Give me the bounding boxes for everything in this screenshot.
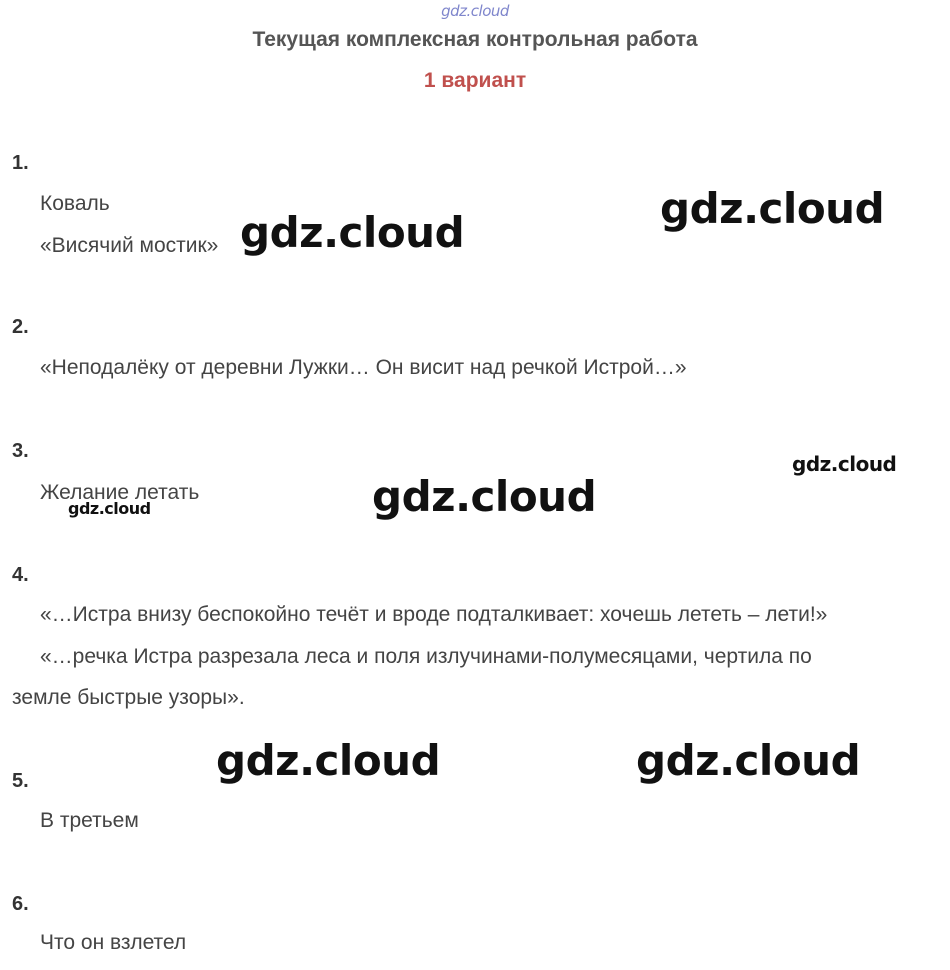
- answer-number: 2.: [12, 316, 29, 338]
- answer-text: Что он взлетел: [40, 931, 187, 954]
- answer-number: 6.: [12, 893, 29, 915]
- answer-number: 3.: [12, 440, 29, 462]
- watermark: gdz.cloud: [240, 208, 465, 257]
- answer-text: «Неподалёку от деревни Лужки… Он висит над речкой Истрой…»: [40, 356, 687, 379]
- answer-text: «Висячий мостик»: [40, 234, 219, 257]
- answer-text: «…речка Истра разрезала леса и поля излучинами-полумесяцами, чертила по: [40, 645, 812, 668]
- answer-text: В третьем: [40, 809, 139, 832]
- page-title: Текущая комплексная контрольная работа: [252, 28, 698, 51]
- answer-text: земле быстрые узоры».: [12, 686, 245, 709]
- watermark: gdz.cloud: [636, 736, 861, 785]
- variant-label: 1 вариант: [423, 69, 527, 92]
- answer-number: 1.: [12, 152, 29, 174]
- answer-number: 5.: [12, 770, 29, 792]
- watermark: gdz.cloud: [216, 736, 441, 785]
- answer-text: «…Истра внизу беспокойно течёт и вроде подталкивает: хочешь лететь – лети!»: [40, 603, 828, 626]
- watermark: gdz.cloud: [660, 184, 885, 233]
- watermark: gdz.cloud: [792, 452, 897, 476]
- answer-text: Желание летать: [40, 481, 200, 504]
- watermark: gdz.cloud: [68, 499, 151, 518]
- site-watermark-top: gdz.cloud: [441, 2, 509, 20]
- watermark: gdz.cloud: [372, 472, 597, 521]
- answer-text: Коваль: [40, 192, 110, 215]
- answer-number: 4.: [12, 564, 29, 586]
